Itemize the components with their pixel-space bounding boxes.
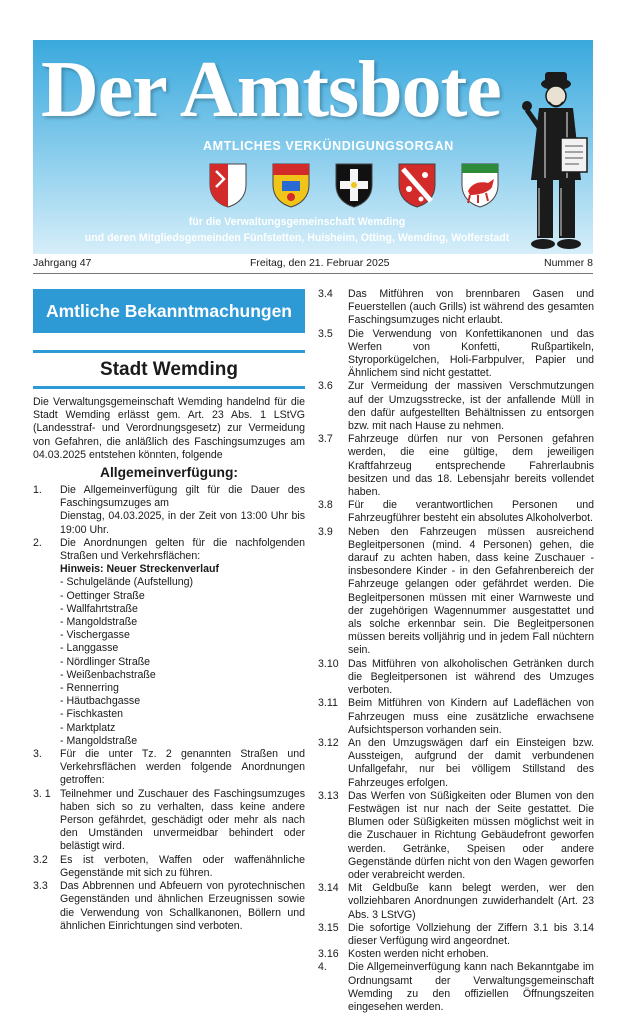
newspaper-subtitle: AMTLICHES VERKÜNDIGUNGSORGAN [203, 139, 454, 153]
street-item: - Nördlinger Straße [60, 655, 151, 668]
item-text: Die Allgemeinverfügung kann nach Bekanntgabe im Ordnungsamt der Verwaltungsgemeinschaft Wemding zu den offiziellen Öffnungszeiten eingesehen werden. [348, 961, 594, 1013]
item-number: 3.6 [318, 380, 333, 393]
item-text: Neben den Fahrzeugen müssen ausreichend Begleitpersonen (mind. 4 Personen) gehen, die darauf zu achten haben, dass keine Zuschauer - insbesondere Kinder - in den Gefahrenbereich der Fahrzeuge gelangen oder gefährdet werden. Die Begleitpersonen müssen mit einer Warnweste und der zugehörigen Wagennummer ausgestattet und als solche erkennbar sein. Die Begleitpersonen müssen bereits volljährig und in jedem Fall nüchtern sein. [348, 525, 594, 657]
city-heading: Stadt Wemding [100, 359, 238, 380]
issue-date: Freitag, den 21. Februar 2025 [250, 257, 390, 269]
route-list [60, 563, 305, 748]
tagline-line-2: und deren Mitgliedsgemeinden Fünfstetten, Huisheim, Otting, Wemding, Wolferstadt [84, 232, 510, 244]
item-number: 3.8 [318, 499, 333, 512]
item-text: Das Abbrennen und Abfeuern von pyrotechnischen Gegenständen und ähnlichen Erzeugnissen sowie die Verwendung von Schallkanonen, Böllern und ähnlichen Einrichtungen sind verboten. [60, 880, 305, 932]
decree-list-right [318, 288, 594, 1014]
issue-info-bar [33, 256, 593, 271]
town-crier-illustration-icon [521, 60, 591, 254]
issue-number: Nummer 8 [543, 257, 593, 269]
item-number: 3.3 [33, 880, 48, 893]
list-item [318, 790, 594, 882]
street-item: - Oettinger Straße [60, 589, 145, 602]
street-item: - Schulgelände (Aufstellung) [60, 576, 194, 589]
list-item [318, 526, 594, 658]
item-number: 3.14 [318, 882, 339, 895]
item-number: 3.2 [33, 853, 48, 866]
street-item: - Weißenbachstraße [60, 668, 156, 681]
item-number [33, 510, 60, 536]
street-item: - Häutbachgasse [60, 695, 141, 708]
section-banner: Amtliche Bekanntmachungen [33, 289, 305, 333]
route-block [33, 563, 305, 748]
intro-paragraph: Die Verwaltungsgemeinschaft Wemding handelnd für die Stadt Wemding erlässt gem. Art. 23 Abs. 1 LStVG (Landesstraf- und Verordnungsgesetz) zur Vermeidung von Gefahren, die anläßlich des Faschingsumzuges am 04.03.2025 entstehen könnten, folgende [33, 396, 305, 461]
item-text: Das Mitführen von alkoholischen Getränken durch die Begleitpersonen ist während des Umzuges verboten. [348, 657, 594, 697]
item-text: Das Mitführen von brennbaren Gasen und Feuerstellen (auch Grills) ist während des gesamten Faschingsumzuges nicht erlaubt. [348, 288, 594, 327]
street-item: - Vischergasse [60, 629, 130, 642]
item-number: 3.15 [318, 921, 339, 934]
list-item [318, 328, 594, 381]
item-number: 3.16 [318, 948, 339, 961]
item-number: 3.10 [318, 657, 339, 670]
street-item: - Rennerring [60, 682, 119, 695]
item-number: 3. 1 [33, 787, 51, 800]
issue-volume: Jahrgang 47 [33, 257, 92, 269]
newspaper-title: Der Amtsbote [41, 46, 501, 134]
coat-of-arms-wemding-icon [395, 161, 439, 209]
item-number: 3.11 [318, 697, 338, 710]
coat-of-arms-wolferstadt-icon [458, 161, 502, 209]
item-number: 3.9 [318, 525, 333, 538]
coat-of-arms-otting-icon [332, 161, 376, 209]
item-number: 4. [318, 961, 327, 974]
item-text: Kosten werden nicht erhoben. [348, 948, 489, 961]
divider [33, 350, 305, 353]
item-text: Fahrzeuge dürfen nur von Personen gefahren werden, die eine gültige, dem jeweiligen Kraftfahrzeug entsprechende Fahrerlaubnis besitzen und das 18. Lebensjahr bereits vollendet haben. [348, 433, 594, 499]
item-text: Es ist verboten, Waffen oder waffenähnliche Gegenstände mit sich zu führen. [60, 853, 305, 879]
list-item [33, 880, 305, 933]
list-item [318, 882, 594, 922]
item-text: An den Umzugswägen darf ein Einsteigen bzw. Aussteigen, aufgrund der damit verbundenen Unfallgefahr, nur bei völligem Stillstand des Fahrzeuges erfolgen. [348, 736, 594, 789]
item-number: 3.12 [318, 736, 339, 749]
item-text: Dienstag, 04.03.2025, in der Zeit von 13:00 Uhr bis 19:00 Uhr. [60, 510, 305, 536]
item-text: Das Werfen von Süßigkeiten oder Blumen von den Festwägen ist nur nach der Seite gestattet. Die Blumen oder Süßigkeiten müssen möglichst weit in die Zuschauer in Richtung Gebäudefront geworfen werden. Getränke, Speisen oder andere Gegenstände dürfen nicht von den Wagen geworfen oder verabreicht werden. [348, 789, 594, 881]
list-item [33, 484, 305, 510]
item-text: Teilnehmer und Zuschauer des Faschingsumzuges haben sich so zu verhalten, dass keine andere Person gefährdet, geschädigt oder mehr als nach den Umständen unvermeidbar behindert oder belästigt wird. [60, 787, 305, 853]
list-item [318, 288, 594, 328]
list-item [33, 854, 305, 880]
item-text: Die Allgemeinverfügung gilt für die Dauer des Faschingsumzuges am [60, 484, 305, 510]
item-text: Die Anordnungen gelten für die nachfolgenden Straßen und Verkehrsflächen: [60, 536, 305, 563]
decree-list-left [33, 484, 305, 933]
tagline-line-1: für die Verwaltungsgemeinschaft Wemding [188, 216, 406, 228]
list-item [318, 658, 594, 698]
street-item: - Wallfahrtstraße [60, 602, 138, 615]
list-item [33, 537, 305, 563]
item-text: Zur Vermeidung der massiven Verschmutzungen auf der Umzugsstrecke, ist der anfallende Müll in den dafür aufgestellten Behältnissen zu entsorgen bzw. mit nach Hause zu nehmen. [348, 380, 594, 433]
list-item [318, 961, 594, 1014]
item-text: Die Verwendung von Konfettikanonen und das Werfen von Konfetti, Rußpartikeln, Styroporkügelchen, Holi-Farbpulver, Papier und Ähnlichem sind nicht gestattet. [348, 327, 594, 380]
item-number: 2. [33, 536, 42, 549]
street-item: - Mangoldstraße [60, 616, 138, 629]
decree-title: Allgemeinverfügung: [100, 465, 238, 480]
list-item [318, 499, 594, 525]
list-item [318, 697, 594, 737]
list-item [318, 380, 594, 433]
coat-of-arms-huisheim-icon [269, 161, 313, 209]
street-item: - Langgasse [60, 642, 119, 655]
municipal-crests [206, 161, 506, 209]
street-item: - Fischkasten [60, 708, 123, 721]
item-number: 3.5 [318, 327, 333, 340]
street-item: - Mangoldstraße [60, 734, 138, 747]
divider [33, 386, 305, 389]
list-item [318, 737, 594, 790]
item-number: 1. [33, 484, 42, 496]
item-text: Für die verantwortlichen Personen und Fahrzeugführer besteht ein absolutes Alkoholverbot. [348, 499, 594, 525]
list-item [318, 948, 594, 961]
item-text: Mit Geldbuße kann belegt werden, wer den vollziehbaren Anordnungen zuwiderhandelt (Art. 23 Abs. 3 LStVG) [348, 882, 594, 921]
list-item [318, 922, 594, 948]
street-item: - Marktplatz [60, 721, 116, 734]
item-number: 3.13 [318, 789, 339, 802]
list-item [33, 748, 305, 788]
item-number: 3. [33, 748, 42, 761]
item-number: 3.4 [318, 288, 333, 300]
list-item [318, 433, 594, 499]
list-item [33, 788, 305, 854]
item-text: Die sofortige Vollziehung der Ziffern 3.1 bis 3.14 dieser Verfügung wird angeordnet. [348, 921, 594, 947]
route-hint: Hinweis: Neuer Streckenverlauf [60, 563, 219, 576]
item-text: Für die unter Tz. 2 genannten Straßen und Verkehrsflächen werden folgende Anordnungen getroffen: [60, 748, 305, 787]
item-text: Beim Mitführen von Kindern auf Ladeflächen von Fahrzeugen muss eine zusätzliche erwachsene Aufsichtsperson vorhanden sein. [348, 697, 594, 736]
item-number: 3.7 [318, 433, 333, 446]
coat-of-arms-fuenfstetten-icon [206, 161, 250, 209]
masthead [33, 40, 593, 254]
list-item [33, 510, 305, 536]
